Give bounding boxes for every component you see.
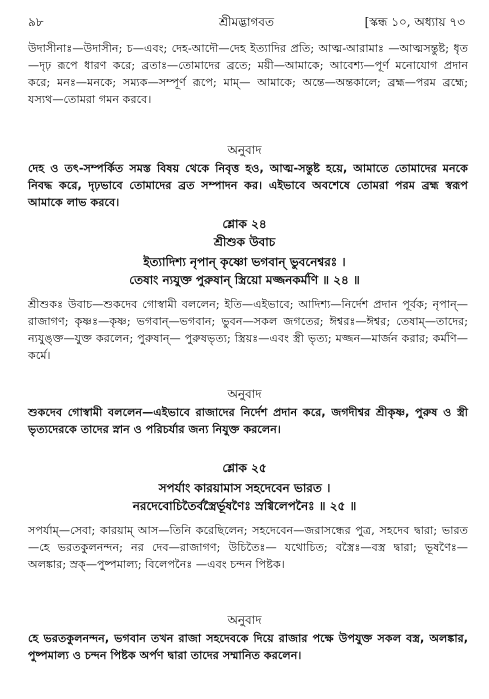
verse24-translation: শুকদেব গোস্বামী বললেন—এইভাবে রাজাদের নির্দেশ প্রদান করে, জগদীশ্বর শ্রীকৃষ্ণ, পুরুষ ও স্ত্রী ভৃত্যদেরকে তাদের স্নান ও পরিচর্যার জন্য নিযুক্ত করলেন।	[28, 406, 468, 436]
verse24-title: শ্লোক ২৪	[222, 217, 267, 231]
verse24-line2: তেষাং ন্যযুক্ত পুরুষান্ স্ত্রিয়ো মজ্জনকর্মণি ॥ ২৪ ॥	[129, 273, 360, 287]
translation1-text: দেহ ও তৎ-সম্পর্কিত সমস্ত বিষয় থেকে নিবৃত্ত হও, আত্ম-সন্তুষ্ট হয়ে, আমাতে তোমাদের মনকে নিবদ্ধ করে, দৃঢ়ভাবে তোমাদের ব্রত সম্পাদন কর। এইভাবে অবশেষে তোমরা পরম ব্রহ্ম স্বরূপ আমাকে লাভ করবে।	[28, 162, 468, 209]
book-title: শ্রীমদ্ভাগবত	[218, 15, 274, 29]
verse25-title: শ্লোক ২৫	[222, 461, 267, 475]
verse24-synonyms: শ্রীশুকঃ উবাচ—শুকদেব গোস্বামী বললেন; ইতি—এইভাবে; আদিশ্য—নির্দেশ প্রদান পূর্বক; নৃপান্—রাজাগণ; কৃষ্ণঃ—কৃষ্ণ; ভগবান্—ভগবান; ভুবন—সকল জগতের; ঈশ্বরঃ—ঈশ্বর; তেষাম্—তাদের; ন্যযুঙ্ক্ত—যুক্ত করলেন; পুরুষান্— পুরুষভৃত্য; স্ত্রিয়ঃ—এবং স্ত্রী ভৃত্য; মজ্জন—মার্জন করার; কর্মণি—কর্মে।	[28, 298, 468, 362]
verse25-translation: হে ভরতকুলনন্দন, ভগবান তখন রাজা সহদেবকে দিয়ে রাজার পক্ষে উপযুক্ত সকল বস্ত্র, অলঙ্কার, পুষ্পমাল্য ও চন্দন পিষ্টক অর্পণ দ্বারা তাদের সম্মানিত করলেন।	[28, 632, 468, 662]
verse24-translation-heading: অনুবাদ	[227, 387, 262, 401]
page-header	[28, 14, 465, 32]
verse24-line1: ইত্যাদিশ্য নৃপান্ কৃষ্ণো ভগবান্ ভুবনেশ্বরঃ ।	[143, 255, 346, 269]
verse25-translation-heading: অনুবাদ	[227, 613, 262, 627]
verse25-synonyms: সপর্যাম্—সেবা; কারয়াম্ আস—তিনি করেছিলেন; সহদেবেন—জরাসন্ধের পুত্র, সহদেব দ্বারা; ভারত—হে ভরতকুলনন্দন; নর দেব—রাজাগণ; উচিতৈঃ— যথোচিত; বস্ত্রৈঃ—বস্ত্র দ্বারা; ভূষণৈঃ—অলঙ্কার; স্রক্—পুষ্পমাল্য; বিলেপনৈঃ —এবং চন্দন পিষ্টক।	[28, 524, 468, 571]
verse25-line1: সপর্যাং কারয়ামাস সহদেবেন ভারত ।	[158, 481, 331, 495]
page-number: ৯৮	[28, 15, 44, 29]
verse25-line2: নরদেবোচিতৈর্বস্ত্রৈর্ভূষণৈঃ স্রগ্বিলেপনৈঃ ॥ ২৫ ॥	[132, 499, 357, 513]
synonyms-top: উদাসীনাঃ—উদাসীন; চ—এবং; দেহ-আদৌ—দেহ ইত্যাদির প্রতি; আত্ম-আরামাঃ —আত্মসন্তুষ্ট; ধৃত—দৃঢ় রূপে ধারণ করে; ব্রতাঃ—তোমাদের ব্রতে; ময়ী—আমাকে; আবেশ্য—পূর্ণ মনোযোগ প্রদান করে; মনঃ—মনকে; সম্যক—সম্পূর্ণ রূপে; মাম্— আমাকে; অন্তে—অন্তকালে; ব্রহ্ম—পরম ব্রহ্মে; যস্যথ—তোমরা গমন করবে।	[28, 42, 468, 106]
chapter-reference: [স্কন্ধ ১০, অধ্যায় ৭৩	[364, 15, 465, 29]
verse24-speaker: শ্রীশুক উবাচ	[213, 235, 276, 249]
translation1-heading: অনুবাদ	[227, 143, 262, 157]
